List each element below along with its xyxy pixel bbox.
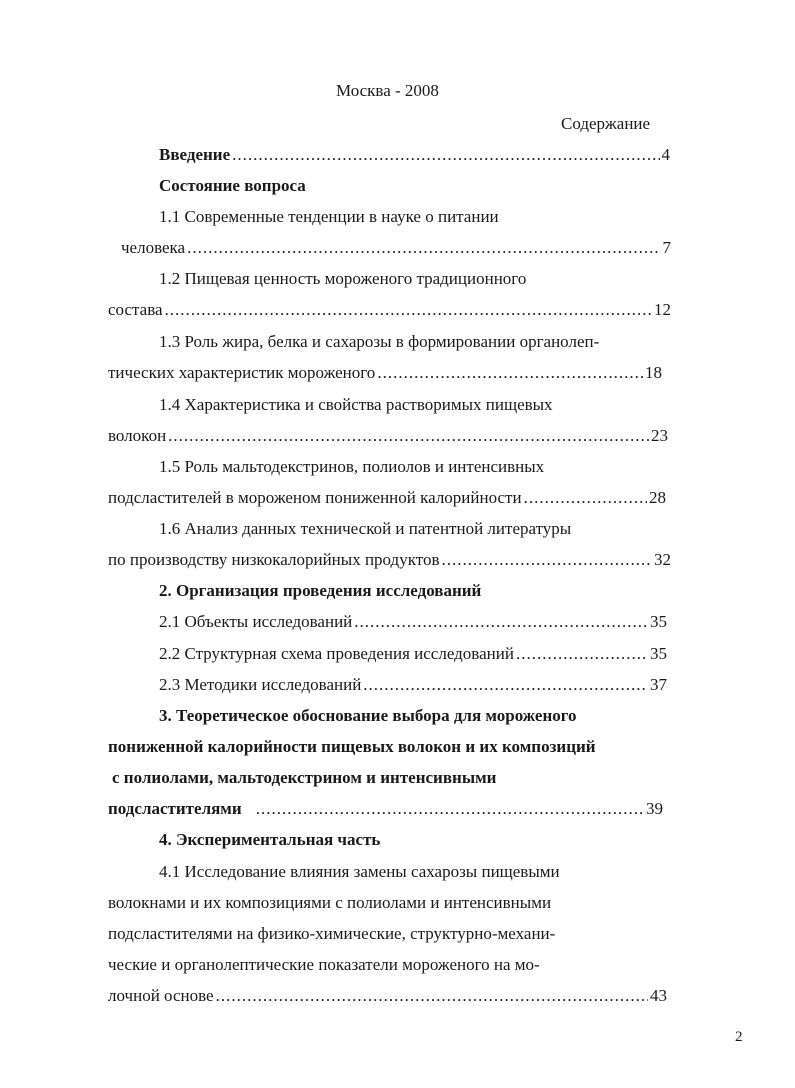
toc-page-number: 39 [646,799,663,818]
toc-label: человека [121,238,186,257]
toc-label: подсластителей в мороженом пониженной калорийности [108,488,522,507]
toc-leader-dots [441,549,652,571]
toc-entry-1-5 [108,487,666,509]
toc-entry-1-2-line1: 1.2 Пищевая ценность мороженого традиционного [159,269,527,288]
toc-page-number: 37 [650,675,667,694]
toc-page-number: 43 [650,986,667,1005]
toc-leader-dots [165,299,652,321]
toc-entry-1-1 [121,237,671,259]
toc-leader-dots [354,611,648,633]
toc-leader-dots [232,144,659,166]
toc-label: 2.2 Структурная схема проведения исследований [159,644,514,663]
toc-entry-4-1-line1: 4.1 Исследование влияния замены сахарозы пищевыми [159,862,560,881]
toc-leader-dots [168,425,649,447]
toc-page-number: 28 [649,488,666,507]
toc-leader-dots [256,798,644,820]
toc-heading-chapter-4: 4. Экспериментальная часть [159,830,381,849]
toc-leader-dots [363,674,648,696]
toc-entry-4-1-line4: ческие и органолептические показатели мороженого на мо- [108,955,540,974]
toc-label: Введение [159,145,231,164]
toc-label: 2.1 Объекты исследований [159,612,353,631]
toc-label: тических характеристик мороженого [108,363,376,382]
page-number: 2 [735,1029,743,1045]
toc-entry-1-2 [108,299,671,321]
toc-page-number: 4 [661,145,670,164]
toc-entry-1-4 [108,425,668,447]
toc-leader-dots [216,985,648,1007]
city-year: Москва - 2008 [336,81,439,100]
toc-entry-4-1 [108,985,667,1007]
toc-entry-1-3-line1: 1.3 Роль жира, белка и сахарозы в формировании органолеп- [159,332,600,351]
toc-entry-2-1 [159,611,667,633]
toc-label: по производству низкокалорийных продуктов [108,550,440,569]
toc-label: подсластителями [108,799,242,818]
toc-entry-1-6 [108,549,671,571]
toc-entry-1-1-line1: 1.1 Современные тенденции в науке о питании [159,207,499,226]
toc-entry-1-3 [108,362,662,384]
toc-page-number: 23 [651,426,668,445]
toc-heading-chapter-3-line1: 3. Теоретическое обоснование выбора для мороженого [159,706,577,725]
toc-entry-2-3 [159,674,667,696]
toc-heading-chapter-3-line3: с полиолами, мальтодекстрином и интенсивными [112,768,497,787]
toc-entry-4-1-line2: волокнами и их композициями с полиолами и интенсивными [108,893,552,912]
toc-leader-dots [377,362,643,384]
toc-page-number: 35 [650,644,667,663]
toc-entry-4-1-line3: подсластителями на физико-химические, структурно-механи- [108,924,556,943]
toc-entry-2-2 [159,643,667,665]
toc-entry-chapter-3 [108,798,663,820]
toc-leader-dots [524,487,647,509]
toc-heading-chapter-3-line2: пониженной калорийности пищевых волокон и их композиций [108,737,596,756]
toc-label: волокон [108,426,167,445]
toc-page-number: 35 [650,612,667,631]
toc-page-number: 32 [654,550,671,569]
toc-leader-dots [516,643,648,665]
toc-label: лочной основе [108,986,214,1005]
toc-leader-dots [187,237,660,259]
contents-title: Содержание [561,114,651,133]
toc-label: состава [108,300,163,319]
toc-entry-intro [159,144,670,166]
toc-heading-state: Состояние вопроса [159,176,306,195]
toc-entry-1-6-line1: 1.6 Анализ данных технической и патентной литературы [159,519,572,538]
toc-page-number: 7 [662,238,671,257]
toc-entry-1-5-line1: 1.5 Роль мальтодекстринов, полиолов и интенсивных [159,457,545,476]
toc-label: 2.3 Методики исследований [159,675,362,694]
toc-page-number: 18 [645,363,662,382]
toc-entry-1-4-line1: 1.4 Характеристика и свойства растворимых пищевых [159,395,553,414]
toc-heading-chapter-2: 2. Организация проведения исследований [159,581,482,600]
toc-page-number: 12 [654,300,671,319]
